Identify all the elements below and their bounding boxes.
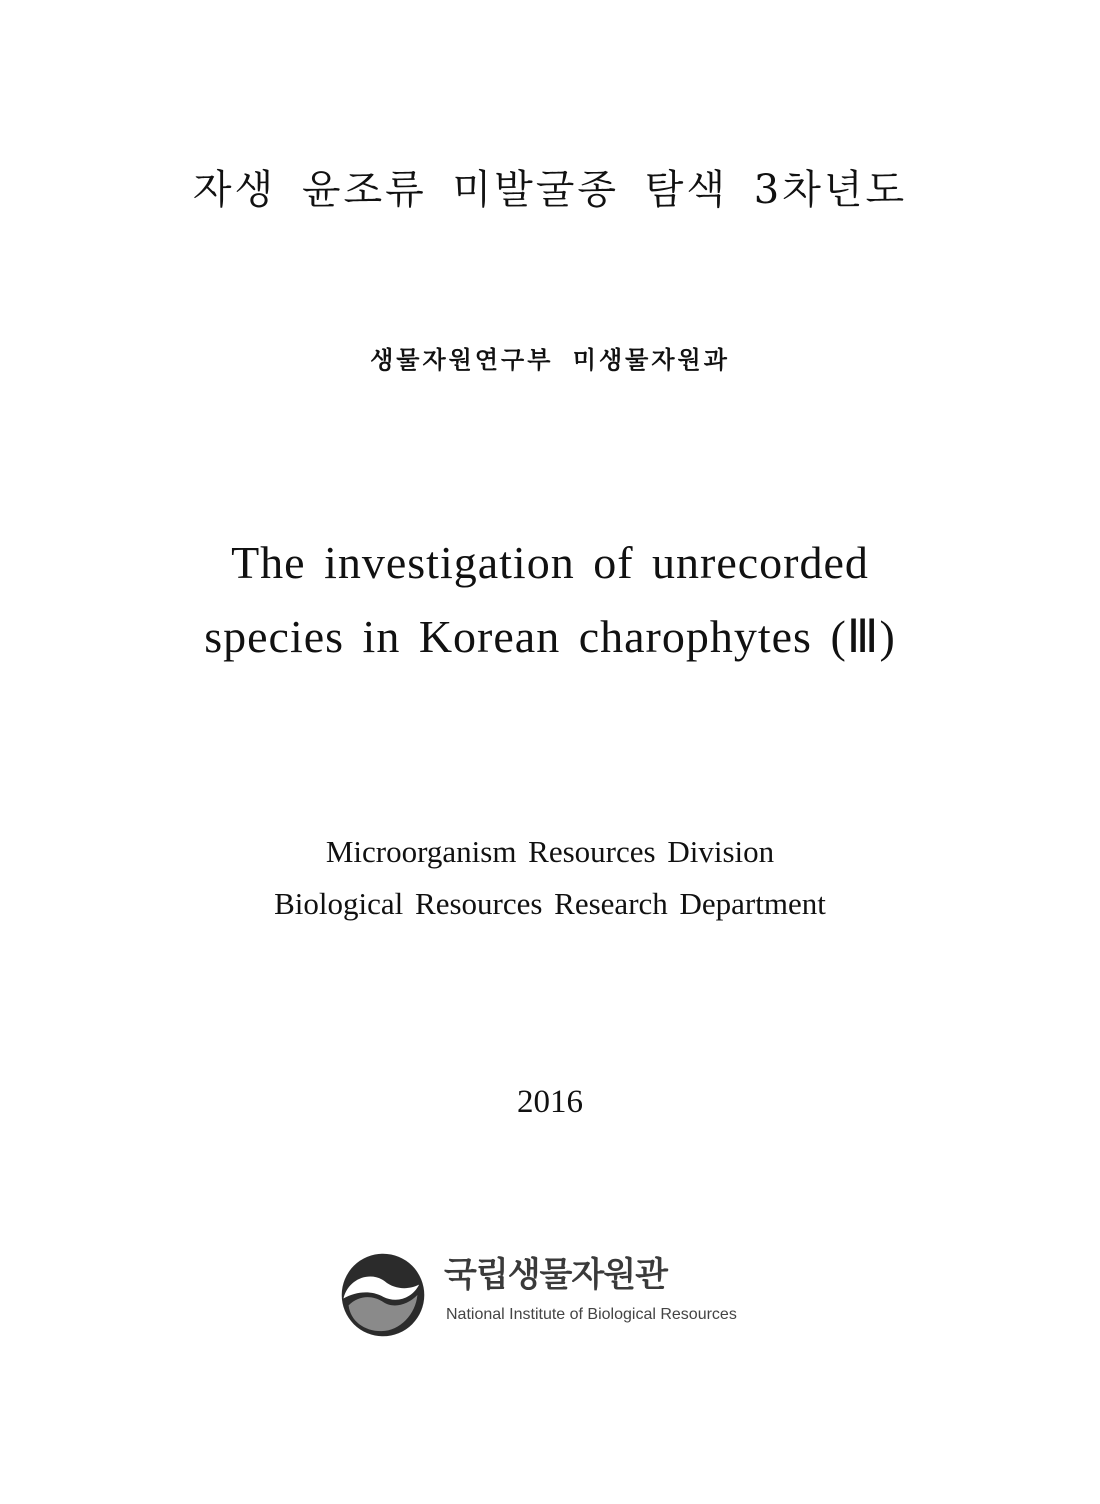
division-english — [0, 826, 1100, 930]
institute-name-english: National Institute of Biological Resources — [446, 1306, 737, 1323]
division-english-line-2: Biological Resources Research Department — [274, 886, 826, 921]
institute-name-korean: 국립생물자원관 — [444, 1255, 667, 1295]
report-title-english — [0, 526, 1100, 674]
report-title-korean: 자생 윤조류 미발굴종 탐색 3차년도 — [192, 167, 908, 213]
report-title-english-line-1: The investigation of unrecorded — [231, 537, 869, 588]
institute-logo — [340, 1250, 770, 1340]
report-title-english-line-2: species in Korean charophytes (Ⅲ) — [204, 611, 896, 662]
nibr-emblem-icon — [340, 1252, 426, 1338]
division-english-line-1: Microorganism Resources Division — [325, 834, 775, 869]
department-korean: 생물자원연구부 미생물자원과 — [370, 346, 730, 374]
publication-year: 2016 — [517, 1084, 583, 1120]
